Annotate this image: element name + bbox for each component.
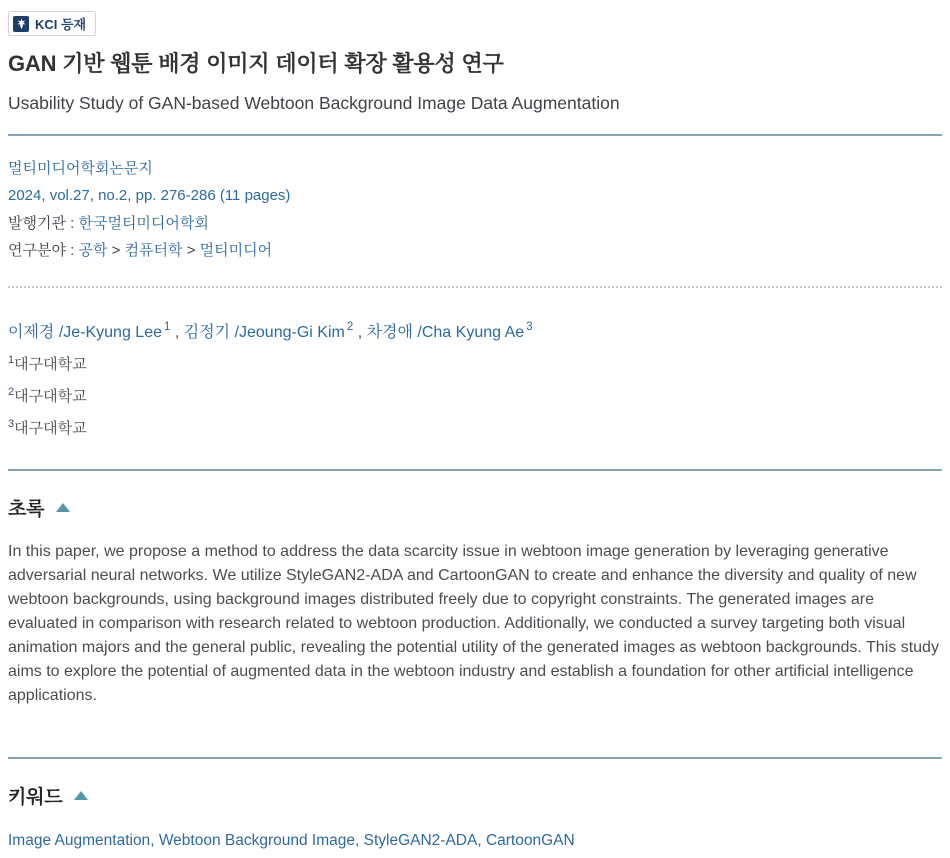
kci-badge — [8, 11, 96, 36]
affiliations-block — [8, 352, 942, 441]
author-separator: , — [353, 323, 367, 341]
keywords-heading-text: 키워드 — [8, 786, 63, 808]
keywords-line — [8, 832, 942, 850]
journal-meta-block — [8, 155, 942, 265]
affiliation-row-1 — [8, 352, 942, 376]
keyword-separator: , — [354, 831, 364, 849]
paper-title-english: Usability Study of GAN-based Webtoon Background Image Data Augmentation — [8, 93, 620, 113]
kci-badge-label: KCI 등재 — [35, 17, 87, 32]
keyword-link-4[interactable]: CartoonGAN — [485, 831, 575, 849]
abstract-heading-text: 초록 — [8, 498, 45, 520]
field-link-multimedia[interactable]: 멀티미디어 — [199, 242, 273, 260]
affiliation-row-2 — [8, 384, 942, 408]
field-link-computer-science[interactable]: 컴퓨터학 — [124, 242, 183, 260]
keyword-separator: , — [150, 831, 159, 849]
affiliation-name-3: 대구대학교 — [14, 420, 87, 438]
author-name-1: 이제경 /Je-Kyung Lee — [8, 323, 162, 341]
affiliation-sup-2: 2 — [8, 386, 15, 398]
keywords-section-heading — [8, 782, 942, 809]
research-field-label: 연구분야 : — [8, 242, 79, 260]
publisher-link[interactable]: 한국멀티미디어학회 — [78, 214, 209, 232]
field-separator: > — [182, 242, 200, 260]
publisher-row — [8, 210, 942, 237]
collapse-arrow-icon[interactable] — [74, 791, 88, 800]
affiliation-sup-3: 3 — [8, 418, 15, 431]
authors-line — [8, 319, 942, 342]
affiliation-row-3 — [8, 416, 942, 440]
publisher-label: 발행기관 : — [8, 214, 79, 232]
issue-info-link[interactable]: 2024, vol.27, no.2, pp. 276-286 (11 pages) — [8, 187, 291, 205]
author-link-1[interactable] — [8, 321, 171, 341]
issue-info-row — [8, 182, 942, 209]
journal-name-link[interactable]: 멀티미디어학회논문지 — [8, 160, 153, 177]
keyword-link-2[interactable]: Webtoon Background Image — [158, 831, 355, 849]
research-field-row — [8, 237, 942, 264]
author-sup-1: 1 — [164, 321, 171, 334]
field-separator: > — [107, 242, 125, 260]
field-link-engineering[interactable]: 공학 — [78, 242, 108, 260]
abstract-paragraph: In this paper, we propose a method to address the data scarcity issue in webtoon image generation by leveraging generative adversarial neural networks. We utilize StyleGAN2-ADA and CartoonGAN to create and enhance the diversity and quality of new webtoon backgrounds, using background images distributed freely due to copyright constraints. The generated images are evaluated in comparison with research related to webtoon production. Additionally, we conducted a survey targeting both visual animation majors and the general public, revealing the potential utility of the generated images as webtoon backgrounds. This study aims to explore the potential of augmented data in the webtoon industry and establish a foundation for other artificial intelligence applications. — [8, 542, 939, 704]
author-link-2[interactable] — [183, 321, 354, 341]
author-separator: , — [170, 323, 184, 341]
collapse-arrow-icon[interactable] — [56, 503, 70, 512]
author-name-3: 차경애 /Cha Kyung Ae — [366, 323, 525, 341]
kci-logo-icon — [13, 16, 29, 32]
author-name-2: 김정기 /Jeoung-Gi Kim — [183, 323, 345, 341]
dotted-divider — [8, 286, 942, 288]
affiliation-sup-1: 1 — [8, 353, 15, 366]
abstract-section-divider — [8, 469, 942, 471]
affiliation-name-1: 대구대학교 — [14, 355, 87, 373]
affiliation-name-2: 대구대학교 — [14, 388, 87, 405]
keywords-section-divider — [8, 757, 942, 759]
keyword-link-3[interactable]: StyleGAN2-ADA — [363, 831, 478, 849]
header-divider — [8, 134, 942, 136]
journal-name-row — [8, 155, 942, 182]
abstract-section-heading — [8, 494, 942, 521]
author-sup-3: 3 — [526, 321, 533, 334]
keyword-link-1[interactable]: Image Augmentation — [8, 831, 151, 849]
author-sup-2: 2 — [346, 321, 354, 334]
paper-title-korean: GAN 기반 웹툰 배경 이미지 데이터 확장 활용성 연구 — [8, 51, 504, 76]
keyword-separator: , — [477, 831, 486, 849]
author-link-3[interactable] — [366, 321, 533, 341]
